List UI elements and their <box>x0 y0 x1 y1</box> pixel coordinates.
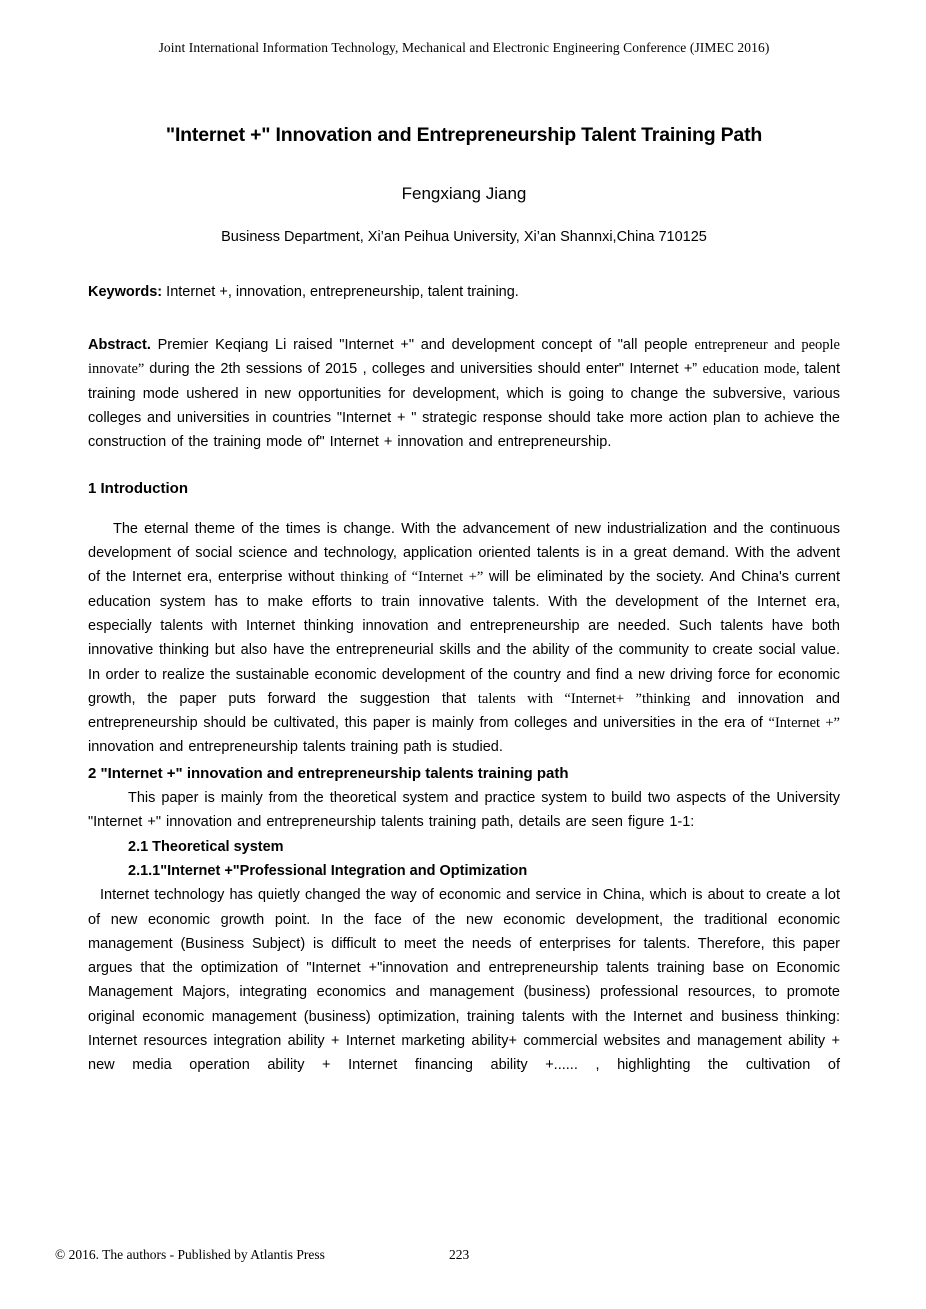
section-2-paragraph: This paper is mainly from the theoretical system and practice system to build two aspects of the University "Internet +" innovation and entrepreneurship talents training path, details are seen figure 1-1: <box>88 790 840 831</box>
text-segment: “Internet +” <box>768 715 840 732</box>
section-heading-introduction: 1 Introduction <box>88 480 188 498</box>
author-name: Fengxiang Jiang <box>401 184 527 203</box>
text-segment: Abstract. <box>88 337 158 353</box>
text-segment: education mode, <box>702 361 805 378</box>
section-heading-2-1: 2.1 Theoretical system <box>128 838 284 855</box>
text-segment: talent training mode ushered in new opportunities for development, which is going to change the subversive, various colleges and universities in countries "Internet + " strategic response should take more action plan to achieve the construction of the training mode of" Internet + innovation and entrepreneurship. <box>88 361 840 451</box>
text-segment: and innovation and entrepreneurship should be cultivated, this paper is mainly from colleges and universities in the era of <box>88 690 840 732</box>
section-2-1-1-paragraph: Internet technology has quietly changed the way of economic and service in China, which is about to create a lot of new economic growth point. In the face of the new economic development, the traditional economic management (Business Subject) is difficult to meet the needs of enterprises for talents. Therefore, this paper argues that the optimization of "Internet +"innovation and entrepreneurship talents training base on Economic Management Majors, integrating economics and management (business) professional resources, to promote original economic management (business) optimization, training talents with the Internet and business thinking: Internet resources integration ability + Internet marketing ability+ commercial websites and management ability + new media operation ability + Internet financing ability +...... , highlighting the cultivation of <box>88 887 840 1074</box>
text-segment: innovation and entrepreneurship talents training path is studied. <box>88 739 503 756</box>
keywords-line <box>88 280 840 304</box>
author-affiliation: Business Department, Xi’an Peihua University, Xi’an Shannxi,China 710125 <box>221 229 707 245</box>
keywords-text: Internet +, innovation, entrepreneurship, talent training. <box>162 284 519 300</box>
abstract-paragraph <box>88 333 840 454</box>
introduction-paragraph <box>88 517 840 760</box>
keywords-label: Keywords: <box>88 284 163 300</box>
section-heading-2: 2 "Internet +" innovation and entrepreneurship talents training path <box>88 764 569 782</box>
text-segment: entrepreneur and people innovate” <box>88 337 840 378</box>
page-number: 223 <box>449 1247 470 1262</box>
copyright-notice: © 2016. The authors - Published by Atlantis Press <box>55 1247 325 1262</box>
paper-title: "Internet +" Innovation and Entrepreneurship Talent Training Path <box>165 124 763 146</box>
text-segment: The eternal theme of the times is change. With the advancement of new industrialization and the continuous development of social science and technology, application oriented talents is in a great demand. With the advent of the Internet era, enterprise without <box>88 520 840 586</box>
text-segment: thinking of “Internet +” <box>340 569 489 586</box>
text-segment: will be eliminated by the society. And China's current education system has to make efforts to train innovative talents. With the development of the Internet era, especially talents with Internet thinking innovation and entrepreneurship are needed. Such talents have both innovative thinking but also have the entrepreneurial skills and the ability of the community to create social value. In order to realize the sustainable economic development of the country and find a new driving force for economic growth, the paper puts forward the suggestion that <box>88 569 841 707</box>
text-segment: during the 2th sessions of 2015 , colleges and universities should enter" Internet +” <box>149 361 703 378</box>
text-segment: Premier Keqiang Li raised "Internet +" and development concept of "all people <box>157 337 695 353</box>
text-segment: talents with “Internet+ ”thinking <box>477 690 702 707</box>
page-footer <box>0 1247 926 1265</box>
section-heading-2-1-1: 2.1.1"Internet +"Professional Integration and Optimization <box>128 862 528 879</box>
running-header: Joint International Information Technology, Mechanical and Electronic Engineering Conference (JIMEC 2016) <box>158 40 770 55</box>
